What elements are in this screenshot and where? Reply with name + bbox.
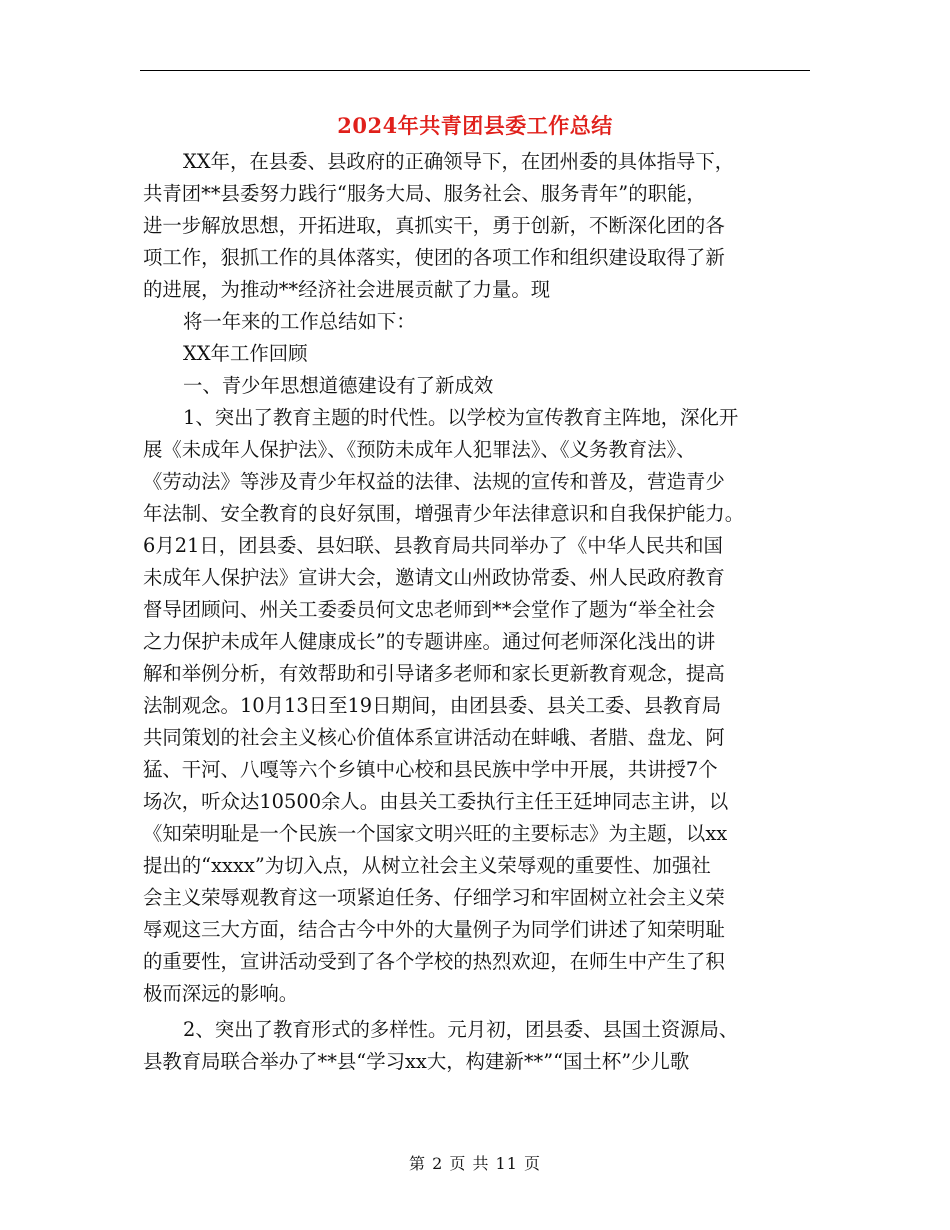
body-text-line: 辱观这三大方面，结合古今中外的大量例子为同学们讲述了知荣明耻	[143, 918, 725, 941]
body-text-line: 共同策划的社会主义核心价值体系宣讲活动在蚌峨、者腊、盘龙、阿	[143, 726, 725, 749]
page-number-footer: 第 2 页 共 11 页	[409, 1154, 541, 1173]
body-text-line: 解和举例分析，有效帮助和引导诸多老师和家长更新教育观念，提高	[143, 662, 725, 685]
body-text-line: 《劳动法》等涉及青少年权益的法律、法规的宣传和普及，营造青少	[143, 470, 725, 493]
body-text-line: XX年工作回顾	[183, 342, 308, 365]
document-body	[143, 146, 811, 1078]
header-rule	[140, 70, 810, 71]
body-text-line: 的重要性，宣讲活动受到了各个学校的热烈欢迎，在师生中产生了积	[143, 950, 725, 973]
body-text-line: 提出的“xxxx”为切入点，从树立社会主义荣辱观的重要性、加强社	[143, 854, 711, 877]
body-text-line: 项工作，狠抓工作的具体落实，使团的各项工作和组织建设取得了新	[143, 246, 725, 269]
body-text-line: 会主义荣辱观教育这一项紧迫任务、仔细学习和牢固树立社会主义荣	[143, 886, 725, 909]
body-text-line: 年法制、安全教育的良好氛围，增强青少年法律意识和自我保护能力。	[143, 502, 745, 525]
document-title: 2024年共青团县委工作总结	[337, 113, 613, 138]
body-text-line: 县教育局联合举办了**县“学习xx大，构建新**”“国土杯”少儿歌	[143, 1050, 690, 1073]
body-text-line: 极而深远的影响。	[143, 982, 299, 1005]
body-text-line: 猛、干河、八嘎等六个乡镇中心校和县民族中学中开展，共讲授7个	[143, 758, 718, 781]
body-text-line: 展《未成年人保护法》、《预防未成年人犯罪法》、《义务教育法》、	[143, 438, 696, 461]
body-text-line: 未成年人保护法》宣讲大会，邀请文山州政协常委、州人民政府教育	[143, 566, 725, 589]
body-text-line: 1、突出了教育主题的时代性。以学校为宣传教育主阵地，深化开	[183, 406, 739, 429]
body-text-line: 一、青少年思想道德建设有了新成效	[183, 374, 494, 397]
body-text-line: 2、突出了教育形式的多样性。元月初，团县委、县国土资源局、	[183, 1018, 739, 1041]
body-text-line: 共青团**县委努力践行“服务大局、服务社会、服务青年”的职能，	[143, 182, 706, 205]
body-text-line: 场次，听众达10500余人。由县关工委执行主任王廷坤同志主讲，以	[143, 790, 729, 813]
body-text-line: 将一年来的工作总结如下：	[183, 310, 416, 333]
body-text-line: 6月21日，团县委、县妇联、县教育局共同举办了《中华人民共和国	[143, 534, 723, 557]
body-text-line: 的进展，为推动**经济社会进展贡献了力量。现	[143, 278, 551, 301]
body-text-line: 之力保护未成年人健康成长”的专题讲座。通过何老师深化浅出的讲	[143, 630, 716, 653]
body-text-line: 督导团顾问、州关工委委员何文忠老师到**会堂作了题为“举全社会	[143, 598, 716, 621]
body-text-line: 进一步解放思想，开拓进取，真抓实干，勇于创新，不断深化团的各	[143, 214, 725, 237]
body-text-line: 法制观念。10月13日至19日期间，由团县委、县关工委、县教育局	[143, 694, 722, 717]
body-text-line: XX年，在县委、县政府的正确领导下，在团州委的具体指导下，	[183, 150, 735, 173]
body-text-line: 《知荣明耻是一个民族一个国家文明兴旺的主要标志》为主题，以xx	[143, 822, 728, 845]
